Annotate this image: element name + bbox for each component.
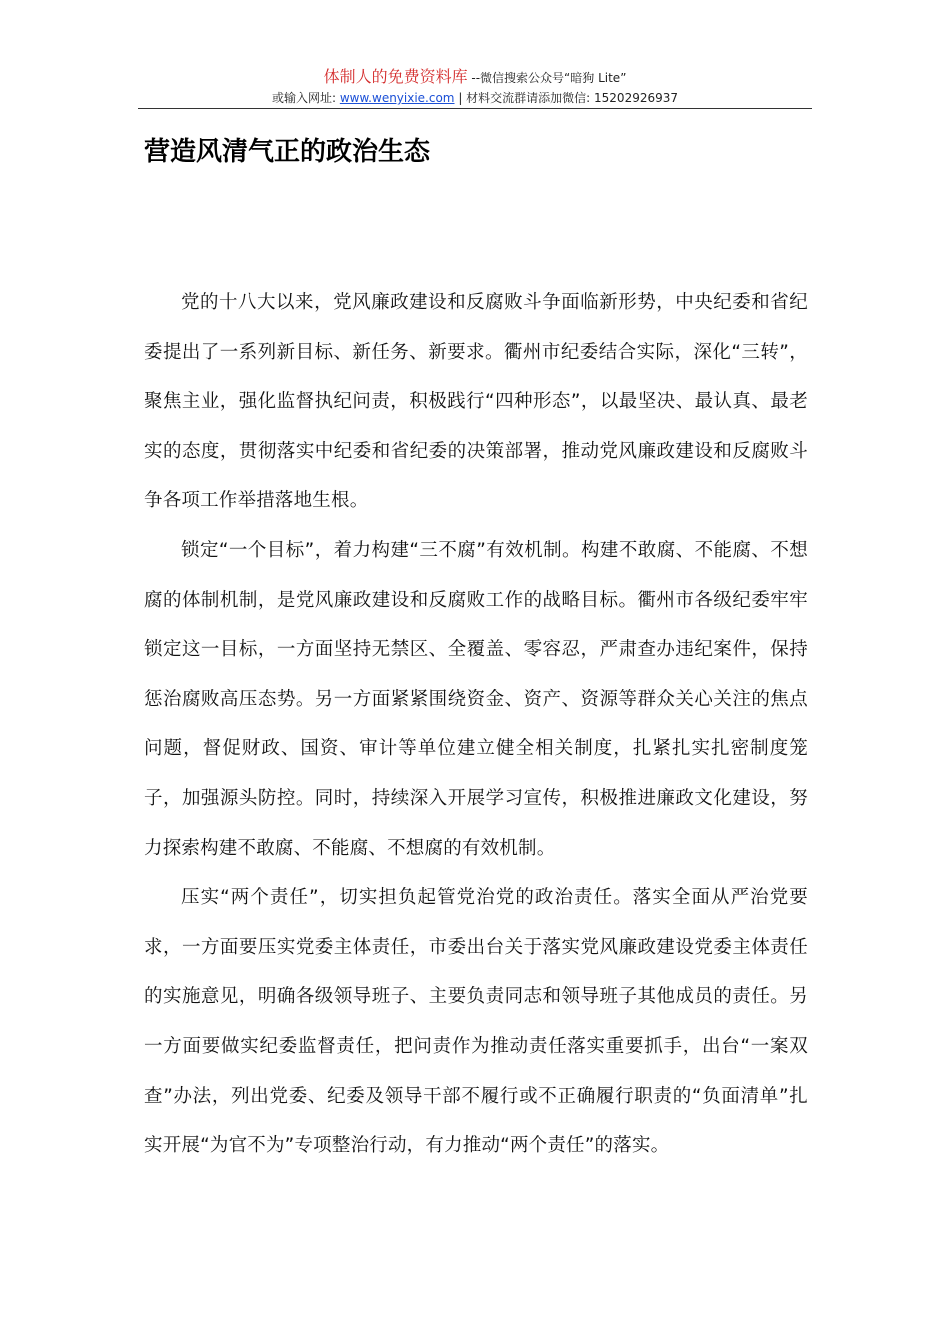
paragraph-two-responsibilities: 压实“两个责任”，切实担负起管党治党的政治责任。落实全面从严治党要求，一方面要压实党委主体责任，市委出台关于落实党风廉政建设党委主体责任的实施意见，明确各级领导班子、主要负责同志和领导班子其他成员的责任。另一方面要做实纪委监督责任，把问责作为推动责任落实重要抓手，出台“一案双查”办法，列出党委、纪委及领导干部不履行或不正确履行职责的“负面清单”扎实开展“为官不为”专项整治行动，有力推动“两个责任”的落实。	[144, 887, 808, 1157]
document-title: 营造风清气正的政治生态	[144, 137, 431, 167]
header-contact-line	[138, 89, 812, 107]
paragraph-intro: 党的十八大以来，党风廉政建设和反腐败斗争面临新形势，中央纪委和省纪委提出了一系列新目标、新任务、新要求。衢州市纪委结合实际，深化“三转”，聚焦主业，强化监督执纪问责，积极践行“四种形态”，以最坚决、最认真、最老实的态度，贯彻落实中纪委和省纪委的决策部署，推动党风廉政建设和反腐败斗争各项工作举措落地生根。	[144, 292, 808, 512]
header-contact: | 材料交流群请添加微信: 15202926937	[454, 91, 679, 105]
header-url-label: 或输入网址:	[271, 91, 340, 105]
document-body	[144, 278, 808, 1171]
page-header	[138, 66, 812, 107]
header-divider	[138, 108, 812, 109]
header-slogan: --微信搜索公众号“暗狗 Lite”	[467, 71, 627, 85]
paragraph-one-goal: 锁定“一个目标”，着力构建“三不腐”有效机制。构建不敢腐、不能腐、不想腐的体制机制，是党风廉政建设和反腐败工作的战略目标。衢州市各级纪委牢牢锁定这一目标，一方面坚持无禁区、全覆盖、零容忍，严肃查办违纪案件，保持惩治腐败高压态势。另一方面紧紧围绕资金、资产、资源等群众关心关注的焦点问题，督促财政、国资、审计等单位建立健全相关制度，扎紧扎实扎密制度笼子，加强源头防控。同时，持续深入开展学习宣传，积极推进廉政文化建设，努力探索构建不敢腐、不能腐、不想腐的有效机制。	[144, 539, 808, 859]
header-promo-line	[138, 66, 812, 89]
header-brand: 体制人的免费资料库	[323, 67, 468, 86]
website-link[interactable]: www.wenyixie.com	[339, 91, 455, 105]
